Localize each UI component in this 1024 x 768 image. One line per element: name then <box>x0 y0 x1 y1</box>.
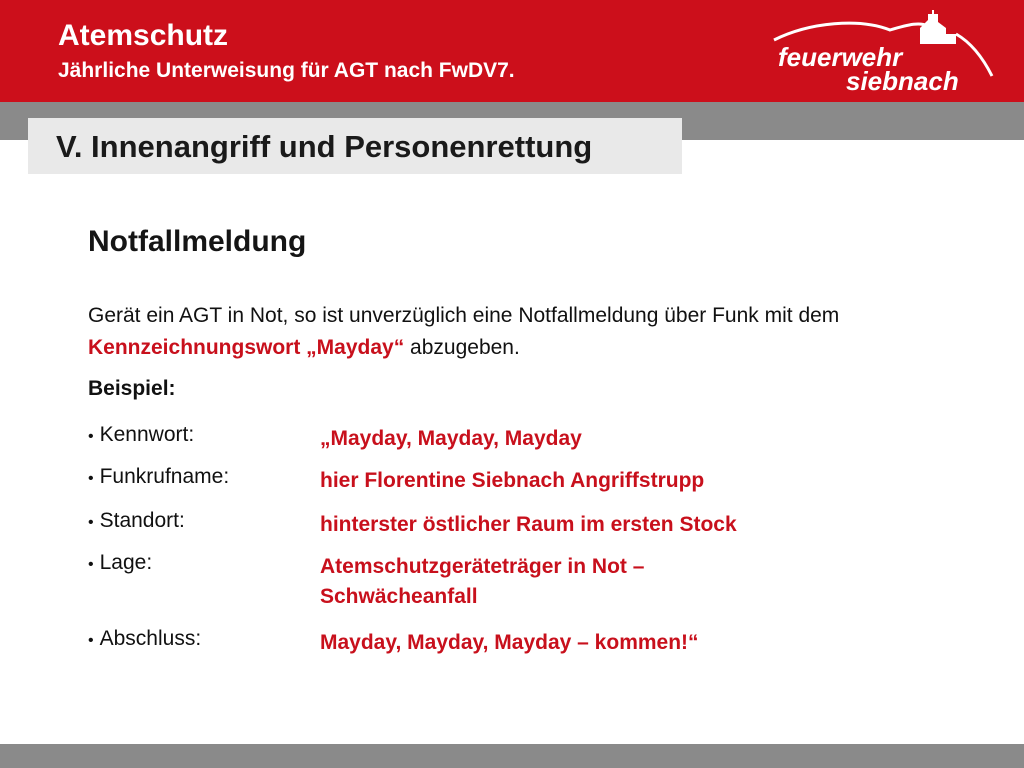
section-title: V. Innenangriff und Personenrettung <box>56 129 593 164</box>
bullet-icon: • <box>88 632 94 649</box>
presentation-title: Atemschutz <box>58 19 229 52</box>
item-value: hinterster östlicher Raum im ersten Stock <box>320 513 737 536</box>
example-label: Beispiel: <box>88 377 176 400</box>
bottom-gray-band <box>0 744 1024 768</box>
intro-text-part1: Gerät ein AGT in Not, so ist unverzüglich eine Notfallmeldung über Funk mit dem <box>88 304 840 327</box>
section-title-box <box>28 118 682 174</box>
fire-station-logo-icon <box>770 4 1002 96</box>
bullet-icon: • <box>88 514 94 531</box>
item-value: hier Florentine Siebnach Angriffstrupp <box>320 469 705 492</box>
content-heading: Notfallmeldung <box>88 225 307 258</box>
intro-highlight: Kennzeichnungswort „Mayday“ <box>88 336 405 359</box>
item-label: Kennwort: <box>99 423 195 446</box>
intro-text-part2: abzugeben. <box>404 336 520 359</box>
presentation-subtitle: Jährliche Unterweisung für AGT nach FwDV7. <box>58 59 515 82</box>
item-label: Abschluss: <box>99 627 202 650</box>
item-value: Mayday, Mayday, Mayday – kommen!“ <box>320 631 699 654</box>
logo-text-line1: feuerwehr <box>778 42 903 72</box>
item-value: Atemschutzgeräteträger in Not – Schwächeanfall <box>320 555 645 608</box>
item-label: Lage: <box>99 551 153 574</box>
bullet-icon: • <box>88 556 94 573</box>
intro-paragraph <box>88 300 938 364</box>
logo-text-line2: siebnach <box>846 66 959 96</box>
bullet-icon: • <box>88 428 94 445</box>
bullet-icon: • <box>88 470 94 487</box>
item-label: Standort: <box>99 509 185 532</box>
item-value: „Mayday, Mayday, Mayday <box>320 427 582 450</box>
header-bar <box>0 0 1024 102</box>
item-label: Funkrufname: <box>99 465 230 488</box>
